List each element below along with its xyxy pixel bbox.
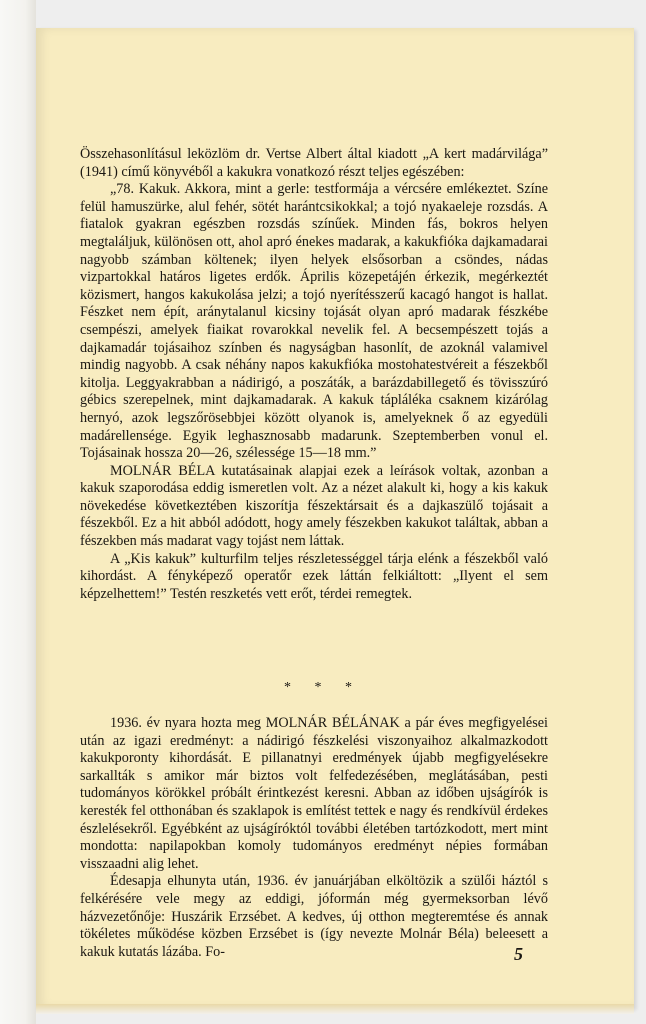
page-number: 5 xyxy=(514,944,523,964)
discovery-paragraph: 1936. év nyara hozta meg MOLNÁR BÉLÁNAK a pár éves megfigyelései után az igazi eredményt: a nádirigó fészkelési viszonyaihoz alkalmazkodott kakukporonty kihordását. E pillanatnyi eredmények újabb megfigyelésekre sarkallták s amikor már biztos volt felfedezésében, meglátásában, pesti tudományos körökkel próbált érintkezést keresni. Abban az időben ujságírók is keresték fel otthonában és szaklapok is említést tettek e nagy és rendkívül érdekes észlelésekről. Egyébként az ujságíróktól további életében tartózkodott, mert mint mondotta: napilapokban komoly tudományos eredményt népies formában visszaadni alig lehet. xyxy=(80,715,548,872)
film-paragraph: A „Kis kakuk” kulturfilm teljes részletességgel tárja elénk a fészekből való kihordást. A fényképező operatőr ezek láttán felkiáltott: „Ilyent el sem képzelhettem!” Testén reszketés vett erőt, térdei remegtek. xyxy=(80,550,548,602)
move-paragraph: Édesapja elhunyta után, 1936. év januárjában elköltözik a szülői háztól s felkérésére vele megy az eddigi, jóformán még gyermeksorban lévő házvezetőnője: Huszárik Erzsébet. A kedves, új otthon megteremtése és annak tökéletes működése közben Erzsébet is (így nevezte Molnár Béla) beleesett a kakuk kutatás lázába. Fo- xyxy=(80,873,548,960)
page-bottom-edge xyxy=(36,1004,634,1014)
quote-paragraph: „78. Kakuk. Akkora, mint a gerle: testformája a vércsére emlékeztet. Színe felül hamuszürke, alul fehér, sötét harántcsikokkal; a tojó nyakaeleje rozsdás. A fiatalok gyakran egészben rozsdás színűek. Minden fás, bokros helyen megtaláljuk, különösen ott, ahol apró énekes madarak, a kakukfióka dajkamadarai nagyobb számban költenek; ilyen helyek elsősorban a csöndes, nádas vizpartokkal határos ligetes erdők. Április közepetájén érkezik, megérkeztét közismert, hangos kakukolása jelzi; a tojó nyerítésszerű kacagó hangot is hallat. Fészket nem épít, aránytalanul kicsiny tojását olyan apró madarak fészkébe csempészi, amelyek fiaikat rovarokkal nevelik fel. A becsempészett tojás a dajkamadár tojásaihoz színben és nagyságban hasonlít, de azoknál valamivel mindig nagyobb. A csak néhány napos kakukfióka mostohatestvéreit a fészekből kitolja. Leggyakrabban a nádirigó, a poszáták, a barázdabillegető és tövisszúró gébics szerepelnek, mint dajkamadarak. A kakuk tápláléka csaknem kizárólag hernyó, azok legszőrösebbjei között olyanok is, amelyeknek ő az egyedüli madárellensége. Egyik leghasznosabb madarunk. Szeptemberben vonul el. Tojásainak hossza 20—26, szélessége 15—18 mm.” xyxy=(80,181,548,462)
research-paragraph: MOLNÁR BÉLA kutatásainak alapjai ezek a leírások voltak, azonban a kakuk szaporodása eddig ismeretlen volt. Az a nézet alakult ki, hogy a kis kakuk növekedése következtében kiszorítja fészektársait és a dajkaszülő tojásait a fészekből. Ez a hit abból adódott, hogy amely fészekben kakukot találtak, abban a fészekben más madarat vagy tojást nem láttak. xyxy=(80,462,548,550)
text-block-lower xyxy=(80,715,548,961)
facing-page-edge xyxy=(0,0,36,1024)
text-block-upper xyxy=(80,146,548,603)
intro-paragraph: Összehasonlításul leközlöm dr. Vertse Albert által kiadott „A kert madárvilága” (1941) című könyvéből a kakukra vonatkozó részt teljes egészében: xyxy=(80,146,548,180)
section-separator: * * * xyxy=(284,680,362,695)
